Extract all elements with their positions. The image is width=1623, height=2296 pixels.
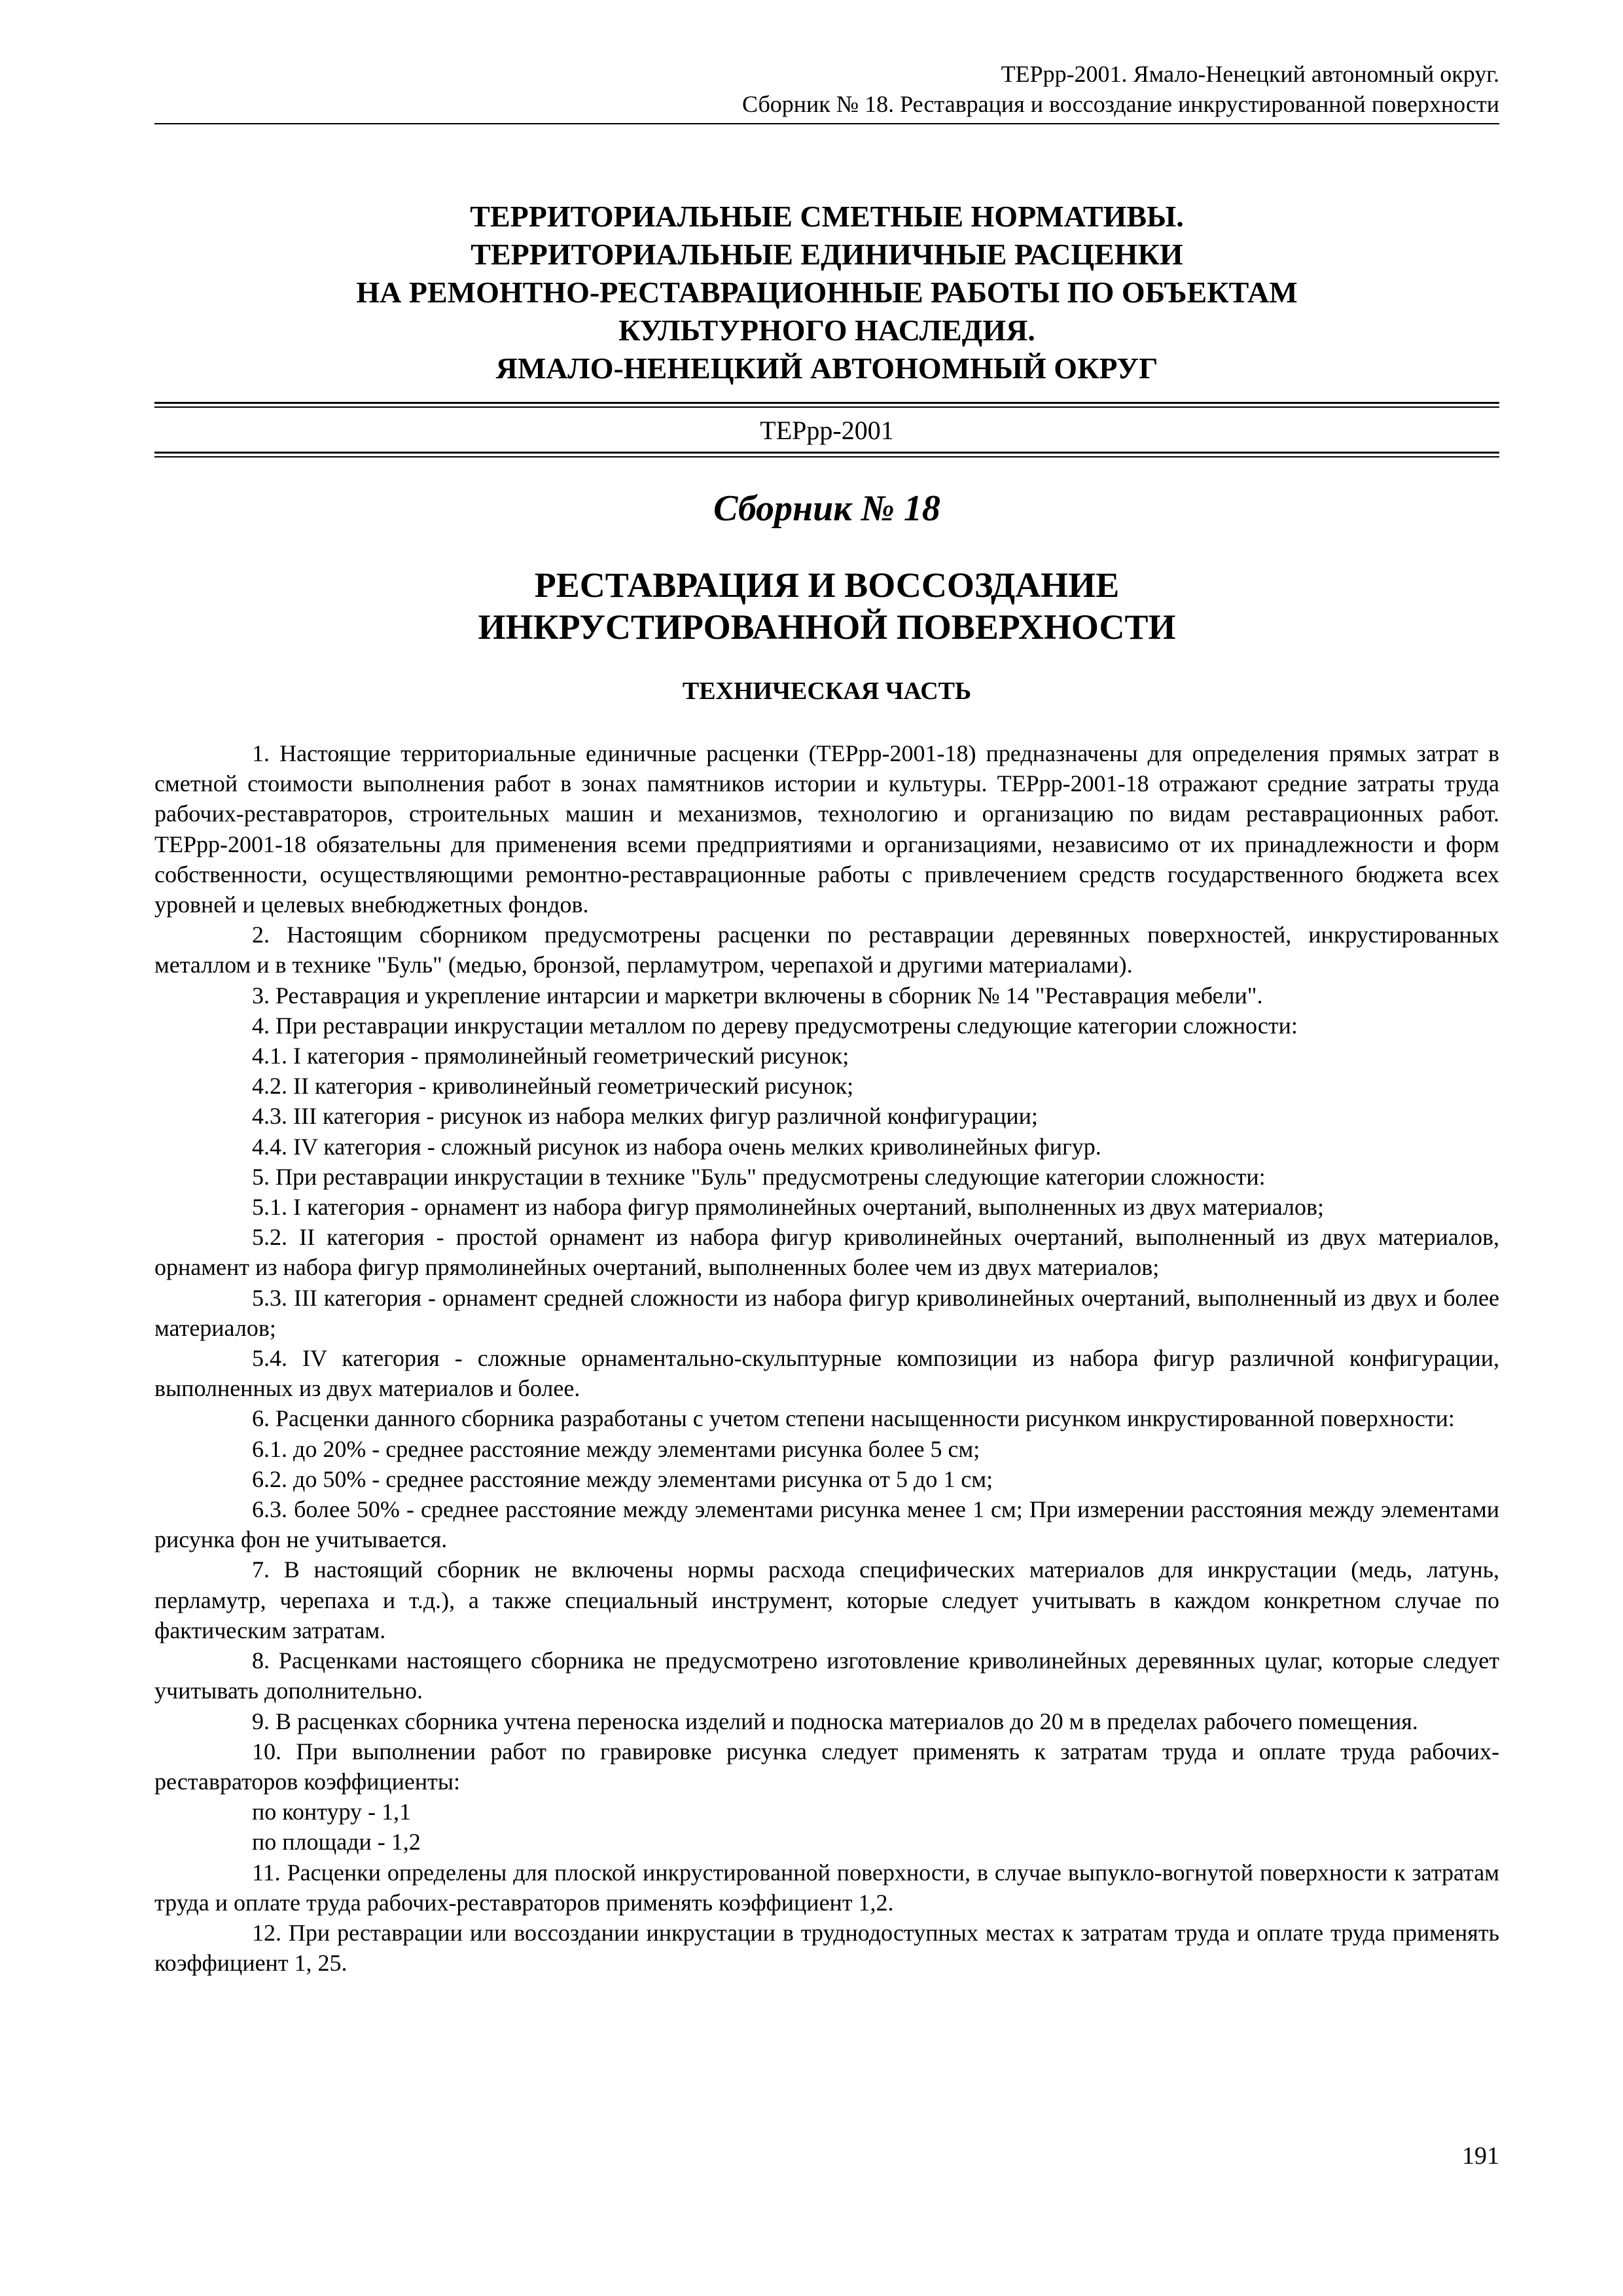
title-line-2: ТЕРРИТОРИАЛЬНЫЕ ЕДИНИЧНЫЕ РАСЦЕНКИ (471, 238, 1183, 271)
paragraph: 5.2. II категория - простой орнамент из набора фигур криволинейных очертаний, выполненный из двух материалов, орнамент из набора фигур прямолинейных очертаний, выполненных более чем из двух материалов; (154, 1224, 1499, 1281)
coefficient-item: по площади - 1,2 (252, 1829, 421, 1856)
running-head (742, 59, 1499, 119)
paragraph: 9. В расценках сборника учтена переноска изделий и подноска материалов до 20 м в пределах рабочего помещения. (252, 1708, 1418, 1734)
title-line-1: ТЕРРИТОРИАЛЬНЫЕ СМЕТНЫЕ НОРМАТИВЫ. (470, 200, 1184, 233)
paragraph: 10. При выполнении работ по гравировке рисунка следует применять к затратам труда и оплате труда рабочих-реставраторов коэффициенты: (154, 1738, 1499, 1795)
paragraph: 5.4. IV категория - сложные орнаментально-скульптурные композиции из набора фигур различной конфигурации, выполненных из двух материалов и более. (154, 1345, 1499, 1402)
document-title (154, 198, 1499, 387)
paragraph: 6.3. более 50% - среднее расстояние между элементами рисунка менее 1 см; При измерении расстояния между элементами рисунка фон не учитывается. (154, 1496, 1499, 1553)
paragraph: 6.1. до 20% - среднее расстояние между элементами рисунка более 5 см; (252, 1435, 980, 1462)
paragraph: 12. При реставрации или воссоздании инкрустации в труднодоступных местах к затратам труда и оплате труда применять коэффициент 1, 25. (154, 1919, 1499, 1977)
paragraph: 5. При реставрации инкрустации в технике "Буль" предусмотрены следующие категории сложности: (252, 1163, 1266, 1190)
paragraph: 4.3. III категория - рисунок из набора мелких фигур различной конфигурации; (252, 1103, 1038, 1130)
paragraph: 4. При реставрации инкрустации металлом по дереву предусмотрены следующие категории сложности: (252, 1012, 1298, 1039)
title-line-3: НА РЕМОНТНО-РЕСТАВРАЦИОННЫЕ РАБОТЫ ПО ОБЪЕКТАМ (356, 276, 1298, 309)
paragraph: 7. В настоящий сборник не включены нормы расхода специфических материалов для инкрустации (медь, латунь, перламутр, черепаха и т.д.), а также специальный инструмент, которые следует учитывать в каждом конкретном случае по фактическим затратам. (154, 1556, 1499, 1643)
paragraph: 4.4. IV категория - сложный рисунок из набора очень мелких криволинейных фигур. (252, 1133, 1101, 1160)
paragraph: 1. Настоящие территориальные единичные расценки (ТЕРрр-2001-18) предназначены для определения прямых затрат в сметной стоимости выполнения работ в зонах памятников истории и культуры. ТЕРрр-2001-18 отражают средние затраты труда рабочих-реставраторов, строительных машин и механизмов, технологию и организацию по видам реставрационных работ. ТЕРрр-2001-18 обязательны для применения всеми предприятиями и организациями, независимо от их принадлежности и форм собственности, осуществляющими ремонтно-реставрационные работы с привлечением средств государственного бюджета всех уровней и целевых внебюджетных фондов. (154, 740, 1499, 918)
running-head-line-1: ТЕРрр-2001. Ямало-Ненецкий автономный округ. (1001, 61, 1499, 87)
paragraph: 8. Расценками настоящего сборника не предусмотрено изготовление криволинейных деревянных цулаг, которые следует учитывать дополнительно. (154, 1647, 1499, 1704)
title-line-4: КУЛЬТУРНОГО НАСЛЕДИЯ. (618, 314, 1035, 347)
document-code: ТЕРрр-2001 (760, 416, 894, 445)
body-text (154, 738, 1499, 1978)
paragraph: 11. Расценки определены для плоской инкрустированной поверхности, в случае выпукло-вогнутой поверхности к затратам труда и оплате труда рабочих-реставраторов применять коэффициент 1,2. (154, 1859, 1499, 1916)
collection-title: Сборник № 18 (713, 488, 940, 529)
paragraph: 4.2. II категория - криволинейный геометрический рисунок; (252, 1073, 854, 1100)
coefficient-item: по контуру - 1,1 (252, 1799, 411, 1825)
section-title-line-1: РЕСТАВРАЦИЯ И ВОССОЗДАНИЕ (534, 565, 1120, 605)
technical-part-heading: ТЕХНИЧЕСКАЯ ЧАСТЬ (682, 677, 972, 705)
title-line-5: ЯМАЛО-НЕНЕЦКИЙ АВТОНОМНЫЙ ОКРУГ (495, 351, 1158, 385)
paragraph: 5.3. III категория - орнамент средней сложности из набора фигур криволинейных очертаний, выполненный из двух и более материалов; (154, 1284, 1499, 1341)
header-rule (154, 123, 1499, 124)
paragraph: 3. Реставрация и укрепление интарсии и маркетри включены в сборник № 14 "Реставрация мебели". (252, 982, 1263, 1009)
running-head-line-2: Сборник № 18. Реставрация и воссоздание инкрустированной поверхности (742, 91, 1499, 117)
double-rule-bottom (154, 452, 1499, 454)
code-block (154, 402, 1499, 454)
section-title (154, 564, 1499, 648)
section-title-line-2: ИНКРУСТИРОВАННОЙ ПОВЕРХНОСТИ (478, 607, 1176, 647)
double-rule-top (154, 402, 1499, 404)
paragraph: 2. Настоящим сборником предусмотрены расценки по реставрации деревянных поверхностей, инкрустированных металлом и в технике "Буль" (медью, бронзой, перламутром, черепахой и другими материалами). (154, 922, 1499, 978)
page-number: 191 (1462, 2142, 1499, 2170)
paragraph: 6.2. до 50% - среднее расстояние между элементами рисунка от 5 до 1 см; (252, 1465, 993, 1492)
paragraph: 4.1. I категория - прямолинейный геометрический рисунок; (252, 1043, 849, 1069)
paragraph: 5.1. I категория - орнамент из набора фигур прямолинейных очертаний, выполненных из двух материалов; (252, 1194, 1324, 1221)
paragraph: 6. Расценки данного сборника разработаны с учетом степени насыщенности рисунком инкрустированной поверхности: (252, 1405, 1455, 1432)
